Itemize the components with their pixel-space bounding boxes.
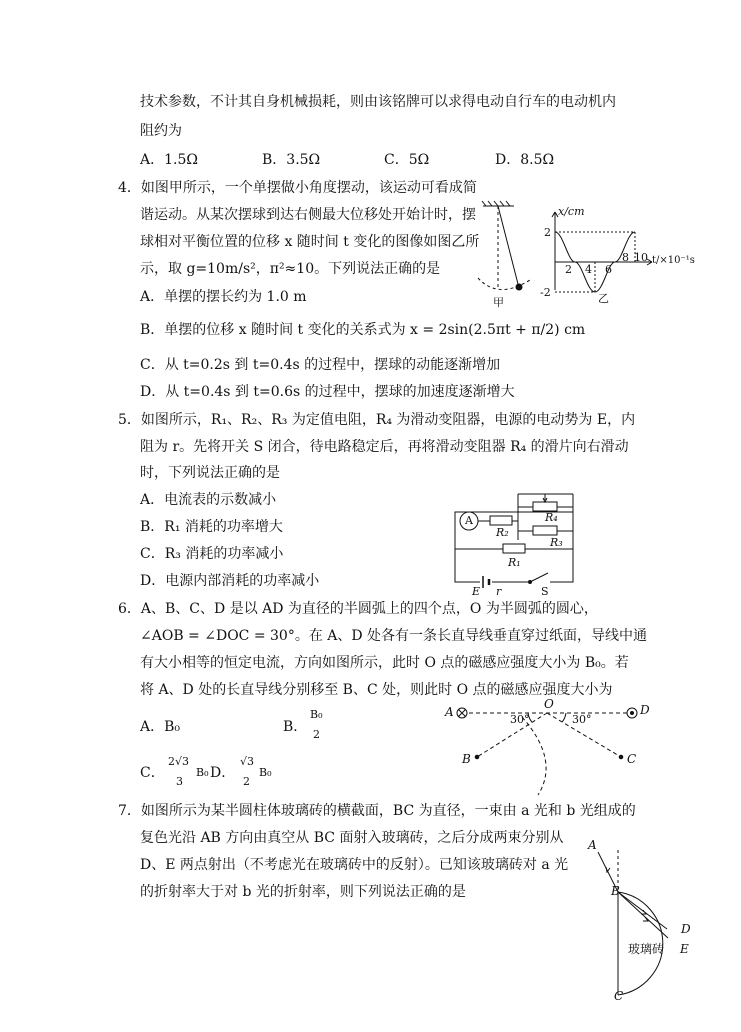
q7-line4: 的折射率大于对 b 光的折射率，则下列说法正确的是 <box>140 884 466 900</box>
internal-r-label: r <box>496 585 502 598</box>
q4-option-c: C．从 t=0.2s 到 t=0.4s 的过程中，摆球的动能逐渐增加 <box>140 357 501 373</box>
glass-label: 玻璃砖 <box>628 942 665 956</box>
q3-option-d: D．8.5Ω <box>495 152 555 168</box>
q4-option-a: A．单摆的摆长约为 1.0 m <box>140 289 307 305</box>
fig-label-yi: 乙 <box>598 292 609 305</box>
q5-line1: 5．如图所示，R₁、R₂、R₃ 为定值电阻，R₄ 为滑动变阻器，电源的电动势为 E，内 <box>118 412 636 428</box>
q7-line1: 7．如图所示为某半圆柱体玻璃砖的横截面，BC 为直径，一束由 a 光和 b 光组成的 <box>118 803 636 819</box>
ceiling-hatch <box>482 201 510 206</box>
point-o-label: O <box>544 697 554 711</box>
q4-line4: 示，取 g=10m/s²，π²≈10。下列说法正确的是 <box>140 261 441 277</box>
graph-y-pos: 2 <box>544 226 551 239</box>
graph-xlabel: t/×10⁻¹s <box>652 255 695 266</box>
fig-label-jia: 甲 <box>493 296 504 309</box>
q3-option-a: A．1.5Ω <box>140 152 198 168</box>
q7-line2: 复色光沿 AB 方向由真空从 BC 面射入玻璃砖，之后分成两束分别从 <box>140 830 564 846</box>
glass-figure <box>598 850 668 995</box>
q4-option-d: D．从 t=0.4s 到 t=0.6s 的过程中，摆球的加速度逐渐增大 <box>140 384 515 400</box>
q6-line1: 6．A、B、C、D 是以 AD 为直径的半圆弧上的四个点，O 为半圆弧的圆心， <box>118 601 598 617</box>
q5-option-d: D．电源内部消耗的功率减小 <box>140 573 320 589</box>
switch-label: S <box>541 585 549 598</box>
graph-tick-8: 8 <box>622 251 629 264</box>
incident-arrow <box>606 867 610 872</box>
point-c <box>619 755 623 759</box>
q3-line1: 技术参数，不计其自身机械损耗，则由该铭牌可以求得电动自行车的电动机内 <box>140 94 616 110</box>
point-b <box>475 755 479 759</box>
semicircle-figure <box>457 708 637 795</box>
resistor-r1 <box>503 544 525 553</box>
r3-label: R₃ <box>550 536 563 549</box>
q6-option-c-numerator: 2√3 <box>168 755 190 768</box>
arc-dashed <box>522 717 546 795</box>
q7-line3: D、E 两点射出（不考虑光在玻璃砖中的反射）。已知该玻璃砖对 a 光 <box>140 857 569 873</box>
q4-line3: 球相对平衡位置的位移 x 随时间 t 变化的图像如图乙所 <box>140 234 480 250</box>
point-b-label: B <box>462 752 471 766</box>
q6-option-d-suffix: B₀ <box>259 766 272 779</box>
q6-option-a: A．B₀ <box>140 719 181 735</box>
r2-label: R₂ <box>496 526 509 539</box>
q6-option-c-denominator: 3 <box>176 775 183 788</box>
angle-arc-right <box>562 713 566 722</box>
q6-option-b-denominator: 2 <box>313 728 320 741</box>
angle-aob-label: 30° <box>510 713 530 726</box>
q7-point-d-label: D <box>681 922 691 936</box>
q5-option-c: C．R₃ 消耗的功率减小 <box>140 546 284 562</box>
q3-option-c: C．5Ω <box>384 152 430 168</box>
graph-tick-10: 10 <box>634 251 648 264</box>
r1-label: R₁ <box>508 556 521 569</box>
rheostat-r4 <box>533 502 557 511</box>
q6-line3: 有大小相等的恒定电流，方向如图所示，此时 O 点的磁感应强度大小为 B₀。若 <box>140 655 629 671</box>
refracted-ray-d <box>618 892 667 929</box>
dot-mark-icon <box>631 712 634 715</box>
resistor-r3 <box>533 526 557 535</box>
graph-tick-4: 4 <box>585 263 592 276</box>
q6-option-d-prefix: D． <box>210 765 236 781</box>
graph-y-neg: -2 <box>540 286 551 299</box>
graph-tick-6: 6 <box>605 263 612 276</box>
q7-point-c-label: C <box>614 989 624 1003</box>
ammeter-label: A <box>465 514 473 527</box>
graph-ylabel: x/cm <box>558 205 585 218</box>
graph-tick-2: 2 <box>565 263 572 276</box>
angle-doc-label: 30° <box>572 713 592 726</box>
q6-option-b-prefix: B． <box>283 719 308 735</box>
q7-point-e-label: E <box>680 942 689 956</box>
point-d-label: D <box>640 703 650 717</box>
q6-line4: 将 A、D 处的长直导线分别移至 B、C 处，则此时 O 点的磁感应强度大小为 <box>140 682 613 698</box>
point-c-label: C <box>627 752 637 766</box>
emf-label: E <box>472 585 481 598</box>
q5-line2: 阻为 r。先将开关 S 闭合，待电路稳定后，再将滑动变阻器 R₄ 的滑片向右滑动 <box>140 439 629 455</box>
q4-line1: 4．如图甲所示，一个单摆做小角度摆动，该运动可看成简 <box>118 180 477 196</box>
pendulum-figure <box>478 201 530 290</box>
q7-point-b-label: B <box>611 884 620 898</box>
r4-label: R₄ <box>545 511 558 524</box>
q4-option-b: B．单摆的位移 x 随时间 t 变化的关系式为 x = 2sin(2.5πt + π/2) cm <box>140 322 586 338</box>
q6-option-d-denominator: 2 <box>243 775 250 788</box>
q5-option-b: B．R₁ 消耗的功率增大 <box>140 519 283 535</box>
rheostat-slider <box>543 494 547 502</box>
point-a-label: A <box>445 705 454 719</box>
q6-option-d-numerator: √3 <box>240 755 255 768</box>
refracted-ray-e <box>618 892 668 938</box>
q6-line2: ∠AOB = ∠DOC = 30°。在 A、D 处各有一条长直导线垂直穿过纸面，导线中通 <box>140 628 648 644</box>
q5-line3: 时，下列说法正确的是 <box>140 465 280 481</box>
pendulum-string <box>498 206 518 284</box>
q7-point-a-label: A <box>588 838 597 852</box>
q6-option-c-prefix: C． <box>140 765 165 781</box>
q5-option-a: A．电流表的示数减小 <box>140 492 277 508</box>
q3-line2: 阻约为 <box>140 123 182 139</box>
q4-line2: 谐运动。从某次摆球到达右侧最大位移处开始计时，摆 <box>140 207 476 223</box>
resistor-r2 <box>490 516 512 525</box>
q6-option-b-numerator: B₀ <box>310 708 323 721</box>
q3-option-b: B．3.5Ω <box>262 152 321 168</box>
q6-option-c-suffix: B₀ <box>196 766 209 779</box>
